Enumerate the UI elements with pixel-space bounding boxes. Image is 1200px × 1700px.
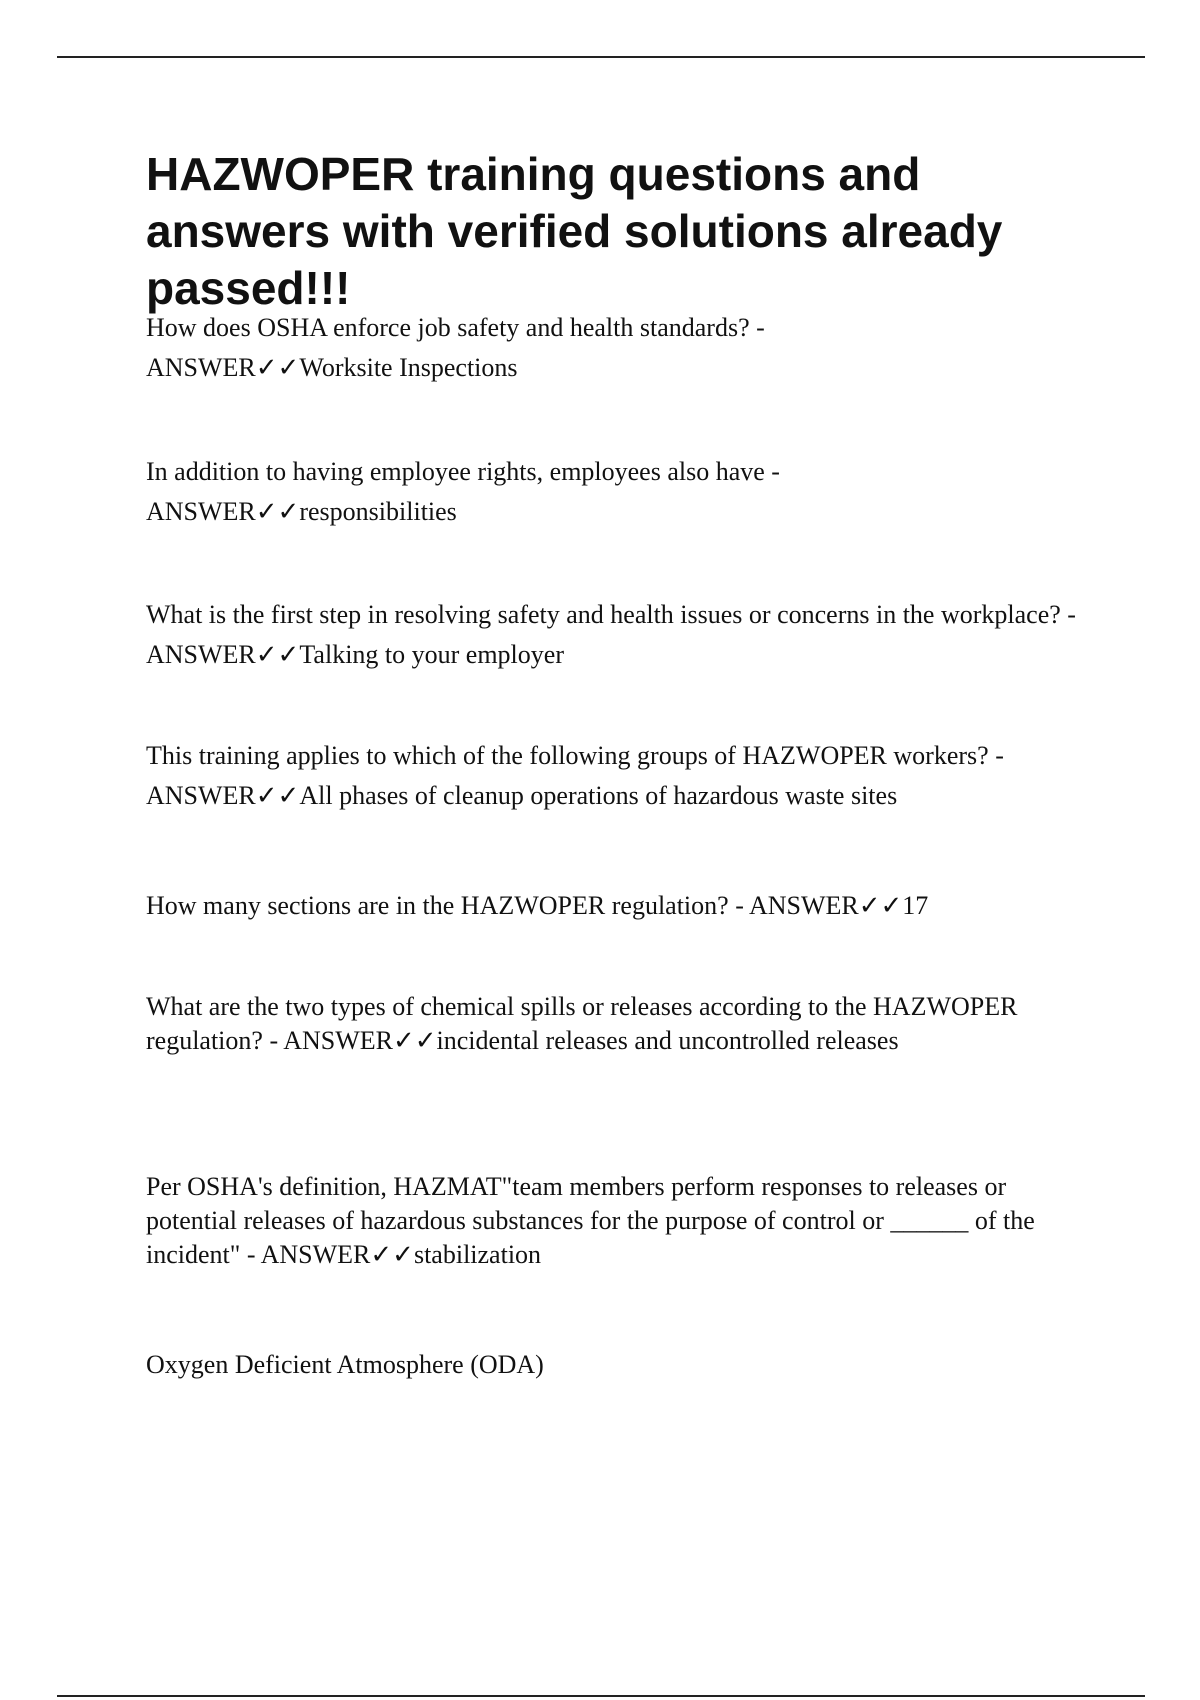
qa-item bbox=[146, 1170, 1096, 1272]
answer-separator: - bbox=[1060, 600, 1076, 629]
answer-text: 17 bbox=[902, 891, 929, 920]
answer-text: incidental releases and uncontrolled releases bbox=[436, 1026, 899, 1055]
question-text: This training applies to which of the following groups of HAZWOPER workers? bbox=[146, 741, 989, 770]
question-text: How many sections are in the HAZWOPER regulation? bbox=[146, 891, 729, 920]
header-rule bbox=[57, 56, 1145, 58]
answer-marker: ANSWER✓✓ bbox=[748, 891, 903, 920]
answer-text: stabilization bbox=[413, 1240, 542, 1269]
answer-text: responsibilities bbox=[299, 497, 457, 526]
question-text: In addition to having employee rights, employees also have bbox=[146, 457, 765, 486]
answer-marker: ANSWER✓✓ bbox=[146, 353, 300, 382]
answer-separator: - bbox=[988, 741, 1004, 770]
answer-separator: - bbox=[728, 891, 749, 920]
answer-marker: ANSWER✓✓ bbox=[146, 640, 300, 669]
qa-item bbox=[146, 308, 1096, 388]
qa-item bbox=[146, 990, 1096, 1058]
answer-separator: - bbox=[262, 1026, 284, 1055]
qa-item bbox=[146, 736, 1096, 816]
question-text: How does OSHA enforce job safety and health standards? bbox=[146, 313, 750, 342]
answer-marker: ANSWER✓✓ bbox=[146, 497, 300, 526]
answer-separator: - bbox=[749, 313, 765, 342]
answer-separator: - bbox=[764, 457, 780, 486]
qa-item bbox=[146, 595, 1096, 675]
answer-separator: - bbox=[240, 1240, 261, 1269]
answer-marker: ANSWER✓✓ bbox=[146, 781, 300, 810]
footer-rule bbox=[57, 1695, 1145, 1697]
qa-item bbox=[146, 452, 1096, 532]
qa-item bbox=[146, 886, 1096, 926]
answer-text: Worksite Inspections bbox=[299, 353, 518, 382]
answer-marker: ANSWER✓✓ bbox=[260, 1240, 414, 1269]
question-text: What are the two types of chemical spills or releases according to the HAZWOPER regulation? bbox=[146, 992, 1018, 1055]
question-text: What is the first step in resolving safety and health issues or concerns in the workplace? bbox=[146, 600, 1061, 629]
question-text: Per OSHA's definition, HAZMAT"team members perform responses to releases or potential releases of hazardous substances for the purpose of control or ______ of the incident" bbox=[146, 1172, 1035, 1269]
document-title: HAZWOPER training questions and answers with verified solutions already passed!!! bbox=[146, 148, 1003, 314]
answer-text: All phases of cleanup operations of hazardous waste sites bbox=[299, 781, 898, 810]
answer-text: Talking to your employer bbox=[299, 640, 564, 669]
trailing-text: Oxygen Deficient Atmosphere (ODA) bbox=[146, 1350, 544, 1379]
answer-marker: ANSWER✓✓ bbox=[283, 1026, 437, 1055]
